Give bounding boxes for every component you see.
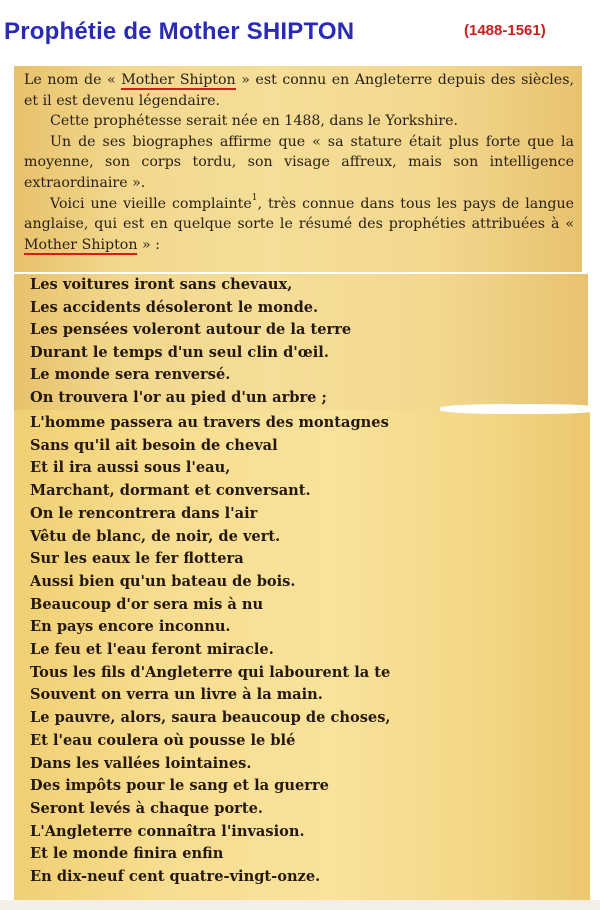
lifespan-dates: (1488-1561) xyxy=(464,22,546,39)
verse-line: Et l'eau coulera où pousse le blé xyxy=(30,731,296,749)
verse-line: Souvent on verra un livre à la main. xyxy=(30,686,323,704)
verse-clipping-1 xyxy=(14,274,588,412)
verse-line: L'Angleterre connaîtra l'invasion. xyxy=(30,822,305,840)
intro-p4-middle: , très connue dans tous les pays de langue anglaise, qui est en quelque sorte le résumé des prophéties attribuées à « xyxy=(24,195,574,233)
intro-p1-after: » est connu en Angleterre depuis des siècles, et il est devenu légendaire. xyxy=(24,72,574,109)
verse-line: Dans les vallées lointaines. xyxy=(30,754,252,772)
verse-line: Le feu et l'eau feront miracle. xyxy=(30,641,274,659)
mother-shipton-name: Mother Shipton xyxy=(24,236,138,253)
title-bar xyxy=(0,0,600,62)
verse-block-1 xyxy=(30,274,351,410)
mother-shipton-name: Mother Shipton xyxy=(121,72,236,88)
verse-line: Durant le temps d'un seul clin d'œil. xyxy=(30,343,329,361)
intro-clipping xyxy=(14,66,582,272)
intro-paragraph-3: Un de ses biographes affirme que « sa stature était plus forte que la moyenne, son corps tordu, son visage affreux, mais son intelligence extraordinaire ». xyxy=(24,133,574,191)
verse-line: Le pauvre, alors, saura beaucoup de choses, xyxy=(30,709,391,727)
verse-line: On le rencontrera dans l'air xyxy=(30,504,258,522)
verse-line: Les pensées voleront autour de la terre xyxy=(30,321,352,339)
intro-paragraph-4 xyxy=(24,194,574,256)
verse-line: Tous les fils d'Angleterre qui labourent la te xyxy=(30,663,391,681)
verse-line: Sur les eaux le fer flottera xyxy=(30,550,244,568)
verse-line: Beaucoup d'or sera mis à nu xyxy=(30,595,264,613)
verse-line: Des impôts pour le sang et la guerre xyxy=(30,777,329,795)
verse-line: Aussi bien qu'un bateau de bois. xyxy=(30,572,296,590)
verse-line: Marchant, dormant et conversant. xyxy=(30,482,311,500)
paper-tear xyxy=(440,404,600,414)
footnote-marker: 1 xyxy=(251,192,258,203)
verse-line: En dix-neuf cent quatre-vingt-onze. xyxy=(30,868,321,886)
intro-paragraph-1 xyxy=(24,70,574,111)
verse-line: Et le monde finira enfin xyxy=(30,845,224,863)
verse-block-2 xyxy=(30,412,391,889)
verse-line: Et il ira aussi sous l'eau, xyxy=(30,459,231,477)
verse-line: En pays encore inconnu. xyxy=(30,618,231,636)
intro-paragraph-2: Cette prophétesse serait née en 1488, dans le Yorkshire. xyxy=(50,113,459,130)
verse-line: Les accidents désoleront le monde. xyxy=(30,298,319,316)
intro-p1-before: Le nom de « xyxy=(24,72,122,88)
verse-line: L'homme passera au travers des montagnes xyxy=(30,414,389,431)
intro-p4-after: » : xyxy=(137,236,160,253)
verse-line: Vêtu de blanc, de noir, de vert. xyxy=(30,527,281,545)
page-title: Prophétie de Mother SHIPTON xyxy=(4,18,355,45)
verse-line: Sans qu'il ait besoin de cheval xyxy=(30,436,278,454)
intro-p4-before: Voici une vieille complainte xyxy=(50,195,252,212)
verse-line: On trouvera l'or au pied d'un arbre ; xyxy=(30,388,327,406)
verse-clipping-2 xyxy=(14,410,590,900)
verse-line: Le monde sera renversé. xyxy=(30,366,231,384)
bottom-margin xyxy=(0,900,600,910)
verse-line: Seront levés à chaque porte. xyxy=(30,799,263,817)
intro-text xyxy=(24,70,574,255)
verse-line: Les voitures iront sans chevaux, xyxy=(30,276,293,293)
